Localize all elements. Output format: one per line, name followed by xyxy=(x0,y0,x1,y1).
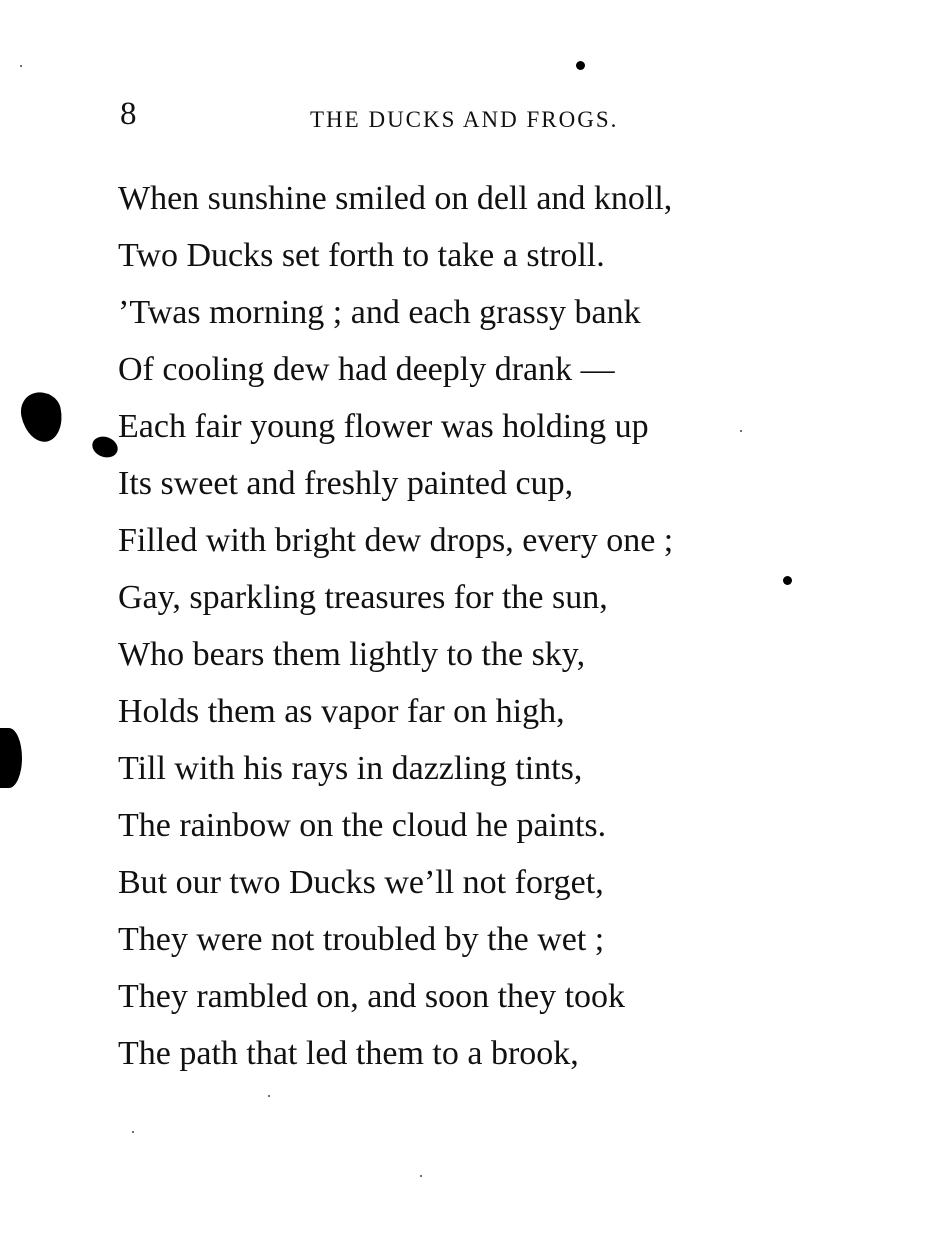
poem-line: ’Twas morning ; and each grassy bank xyxy=(118,294,641,331)
ink-spot xyxy=(783,576,792,585)
poem-line: Gay, sparkling treasures for the sun, xyxy=(118,579,608,616)
running-title: THE DUCKS AND FROGS. xyxy=(310,107,619,132)
poem-line: Each fair young flower was holding up xyxy=(118,408,649,445)
poem-line: Its sweet and freshly painted cup, xyxy=(118,465,574,502)
poem-line: But our two Ducks we’ll not forget, xyxy=(118,864,604,901)
paper-speck xyxy=(132,1131,134,1133)
ink-blot xyxy=(89,433,120,461)
poem-line: The rainbow on the cloud he paints. xyxy=(118,807,607,844)
ink-blot xyxy=(0,728,22,788)
poem-line: Till with his rays in dazzling tints, xyxy=(118,750,583,787)
poem-line: They were not troubled by the wet ; xyxy=(118,921,605,958)
poem-line: Of cooling dew had deeply drank — xyxy=(118,351,615,388)
poem-line: Who bears them lightly to the sky, xyxy=(118,636,586,673)
poem-stanza xyxy=(118,170,673,1082)
page-number: 8 xyxy=(120,96,137,132)
poem-line: When sunshine smiled on dell and knoll, xyxy=(118,180,673,217)
paper-speck xyxy=(740,430,742,432)
ink-spot xyxy=(576,61,585,70)
poem-line: Two Ducks set forth to take a stroll. xyxy=(118,237,605,274)
paper-speck xyxy=(420,1175,422,1177)
paper-speck xyxy=(268,1095,270,1097)
poem-line: They rambled on, and soon they took xyxy=(118,978,626,1015)
paper-speck xyxy=(20,65,22,67)
poem-line: Filled with bright dew drops, every one ; xyxy=(118,522,674,559)
ink-blot xyxy=(17,388,67,445)
poem-line: The path that led them to a brook, xyxy=(118,1035,579,1072)
poem-line: Holds them as vapor far on high, xyxy=(118,693,565,730)
